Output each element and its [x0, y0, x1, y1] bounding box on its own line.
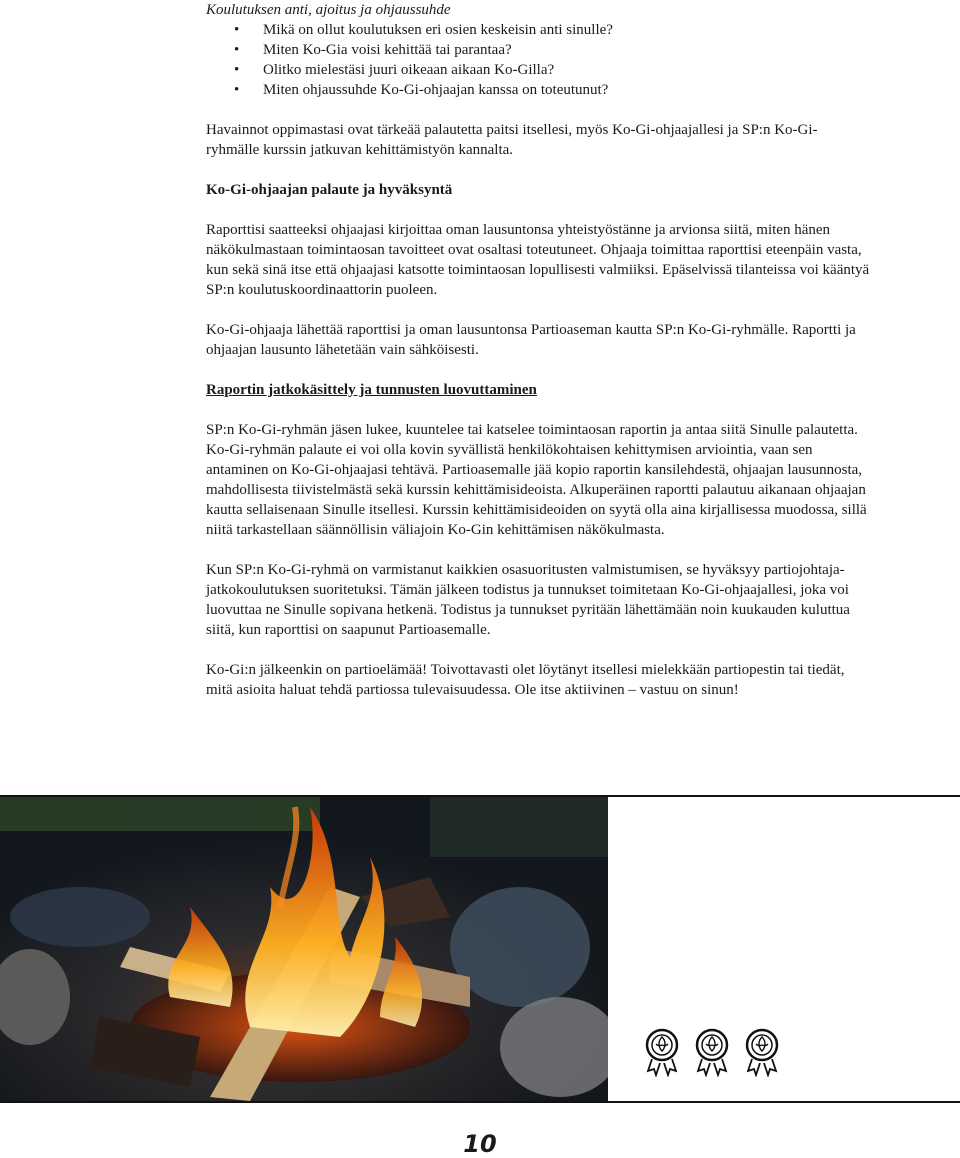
intro-paragraph: Havainnot oppimastasi ovat tärkeää palautetta paitsi itsellesi, myös Ko-Gi-ohjaajallesi ja SP:n Ko-Gi-ryhmälle kurssin jatkuvan kehittämistyön kannalta.	[206, 122, 818, 158]
page-number: 10	[463, 1130, 497, 1158]
question-list	[206, 20, 870, 100]
intro-heading: Koulutuksen anti, ajoitus ja ohjaussuhde	[206, 2, 451, 18]
list-item: • Olitko mielestäsi juuri oikeaan aikaan Ko-Gilla?	[206, 60, 870, 80]
list-item: • Miten Ko-Gia voisi kehittää tai parantaa?	[206, 40, 870, 60]
photo-strip	[0, 795, 960, 1103]
scout-badge-icon	[744, 1027, 780, 1077]
feedback-paragraph: Ko-Gi-ohjaaja lähettää raporttisi ja oman lausuntonsa Partioaseman kautta SP:n Ko-Gi-ryhmälle. Raportti ja ohjaajan lausunto lähetetään vain sähköisesti.	[206, 322, 856, 358]
campfire-photo	[0, 797, 608, 1101]
badge-panel	[608, 797, 960, 1101]
processing-paragraph: SP:n Ko-Gi-ryhmän jäsen lukee, kuuntelee tai katselee toimintaosan raportin ja antaa siitä Sinulle palautetta. Ko-Gi-ryhmän palaute ei voi olla kovin syvällistä henkilökohtaisen kehittymisen arviointia, vaan sen antaminen on Ko-Gi-ohjaajasi tehtävä. Partioasemalle jää kopio raportin kansilehdestä, ohjaajan lausunnosta, mahdollisesta tiivistelmästä sekä kurssin kehittämisideoista. Alkuperäinen raportti palautuu aikanaan ohjaajan kautta sellaisenaan Sinulle itsellesi. Kurssin kehittämisideoiden on syytä olla aina kirjallisessa muodossa, sillä niitä tarkastellaan säännöllisin väliajoin Ko-Gin kehittämisen näkökulmasta.	[206, 422, 867, 538]
feedback-paragraph: Raporttisi saatteeksi ohjaajasi kirjoittaa oman lausuntonsa yhteistyöstänne ja arvionsa siitä, miten hänen näkökulmastaan toimintaosan tavoitteet ovat osaltasi toteutuneet. Ohjaaja toimittaa raporttisi eteenpäin vasta, kun sekä sinä itse että ohjaajasi katsotte toimintaosan lopullisesti valmiiksi. Epäselvissä tilanteissa voi kääntyä SP:n koulutuskoordinaattorin puoleen.	[206, 222, 870, 298]
document-body	[206, 0, 870, 700]
badge-row	[644, 1027, 780, 1077]
processing-heading: Raportin jatkokäsittely ja tunnusten luovuttaminen	[206, 382, 537, 398]
processing-paragraph: Ko-Gi:n jälkeenkin on partioelämää! Toivottavasti olet löytänyt itsellesi mielekkään partiopestin tai tiedät, mitä asioita haluat tehdä partiossa tulevaisuudessa. Ole itse aktiivinen – vastuu on sinun!	[206, 662, 845, 698]
list-item: • Mikä on ollut koulutuksen eri osien keskeisin anti sinulle?	[206, 20, 870, 40]
processing-paragraph: Kun SP:n Ko-Gi-ryhmä on varmistanut kaikkien osasuoritusten valmistumisen, se hyväksyy partiojohtaja-jatkokoulutuksen suoritetuksi. Tämän jälkeen todistus ja tunnukset toimitetaan Ko-Gi-ohjaajallesi, joka voi luovuttaa ne Sinulle sopivana hetkenä. Todistus ja tunnukset pyritään lähettämään noin kuukauden kuluttua siitä, kun raporttisi on saapunut Partioasemalle.	[206, 562, 850, 638]
scout-badge-icon	[694, 1027, 730, 1077]
feedback-heading: Ko-Gi-ohjaajan palaute ja hyväksyntä	[206, 182, 453, 198]
scout-badge-icon	[644, 1027, 680, 1077]
list-item: • Miten ohjaussuhde Ko-Gi-ohjaajan kanssa on toteutunut?	[206, 80, 870, 100]
